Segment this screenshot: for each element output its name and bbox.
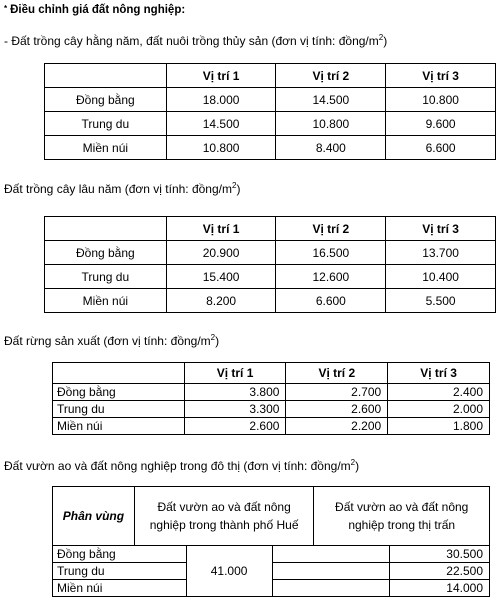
header-town-line2: nghiệp trong thị trấn [348, 518, 456, 532]
heading-marker: * [4, 4, 8, 13]
header-cell [45, 217, 167, 241]
header-zone: Phân vùng [53, 487, 135, 546]
table-row [53, 401, 490, 418]
table-cell: 10.800 [386, 88, 496, 112]
section3-caption-text: Đất rừng sản xuất (đơn vị tính: đồng/m [4, 334, 211, 348]
table-cell: 1.800 [388, 418, 490, 435]
table-cell: 2.600 [286, 401, 388, 418]
table-cell: 2.700 [286, 384, 388, 401]
section1-caption-close: ) [383, 34, 388, 48]
section3-caption-sup: 2 [210, 333, 216, 342]
section4-caption-sup: 2 [350, 458, 356, 467]
table-cell: 3.800 [184, 384, 286, 401]
table-cell: 2.200 [286, 418, 388, 435]
table-cell: 14.500 [166, 112, 276, 136]
section4-caption [4, 458, 359, 473]
table-cell: 16.500 [276, 241, 386, 265]
table-row [53, 384, 490, 401]
header-cell: Vị trí 3 [388, 363, 490, 384]
town-value-cell: 14.000 [390, 580, 490, 597]
table-header-row [53, 363, 490, 384]
table-cell: 10.800 [166, 136, 276, 160]
row-label: Đồng bằng [53, 384, 185, 401]
header-cell: Vị trí 1 [166, 217, 276, 241]
header-town [314, 487, 490, 546]
header-cell [45, 64, 167, 88]
table-row [53, 546, 490, 563]
header-cell: Vị trí 3 [386, 217, 496, 241]
section2-caption-close: ) [236, 182, 241, 196]
section3-caption-close: ) [215, 334, 220, 348]
table-cell: 20.900 [166, 241, 276, 265]
table-cell: 18.000 [166, 88, 276, 112]
section4-caption-text: Đất vườn ao và đất nông nghiệp trong đô thị (đơn vị tính: đồng/m [4, 459, 351, 473]
header-cell: Vị trí 2 [276, 64, 386, 88]
section3-caption [4, 333, 219, 348]
hue-value-cell: 41.000 [186, 546, 272, 597]
header-cell [53, 363, 185, 384]
section1-caption-sup: 2 [378, 33, 384, 42]
row-label: Trung du [53, 563, 187, 580]
row-label: Miền núi [45, 136, 167, 160]
table-perennial-crops [44, 216, 496, 313]
table-urban-garden [52, 486, 490, 597]
section4-caption-close: ) [355, 459, 360, 473]
section2-caption-sup: 2 [231, 181, 237, 190]
row-label: Trung du [45, 265, 167, 289]
row-label: Miền núi [45, 289, 167, 313]
section2-caption [4, 181, 240, 196]
table-header-row [45, 64, 496, 88]
header-hue-line2: nghiệp trong thành phố Huế [149, 518, 299, 532]
table-production-forest [52, 362, 490, 435]
table-row [45, 289, 496, 313]
table-row [45, 88, 496, 112]
table-header-row [45, 217, 496, 241]
table-cell: 13.700 [386, 241, 496, 265]
table-row [45, 136, 496, 160]
header-hue-city [134, 487, 314, 546]
header-town-line1: Đất vườn ao và đất nông [335, 500, 469, 514]
empty-cell [272, 546, 390, 563]
table-row [45, 265, 496, 289]
table-cell: 14.500 [276, 88, 386, 112]
header-cell: Vị trí 1 [166, 64, 276, 88]
table-row [45, 241, 496, 265]
table-cell: 2.000 [388, 401, 490, 418]
header-cell: Vị trí 2 [276, 217, 386, 241]
table-cell: 9.600 [386, 112, 496, 136]
town-value-cell: 30.500 [390, 546, 490, 563]
table-cell: 3.300 [184, 401, 286, 418]
header-cell: Vị trí 3 [386, 64, 496, 88]
table-cell: 5.500 [386, 289, 496, 313]
row-label: Miền núi [53, 418, 185, 435]
table-cell: 8.200 [166, 289, 276, 313]
row-label: Đồng bằng [53, 546, 187, 563]
header-hue-line1: Đất vườn ao và đất nông [157, 500, 291, 514]
table-cell: 2.400 [388, 384, 490, 401]
table-cell: 2.600 [184, 418, 286, 435]
empty-cell [272, 563, 390, 580]
row-label: Trung du [53, 401, 185, 418]
section1-caption-text: - Đất trồng cây hằng năm, đất nuôi trồng thủy sản (đơn vị tính: đồng/m [4, 34, 379, 48]
row-label: Miền núi [53, 580, 187, 597]
table-cell: 15.400 [166, 265, 276, 289]
table-annual-crops [44, 63, 496, 160]
table-row [45, 112, 496, 136]
table-cell: 12.600 [276, 265, 386, 289]
empty-cell [272, 580, 390, 597]
table-header-row [53, 487, 490, 546]
table-cell: 6.600 [386, 136, 496, 160]
table-cell: 8.400 [276, 136, 386, 160]
section1-caption [4, 33, 387, 48]
row-label: Đồng bằng [45, 88, 167, 112]
header-cell: Vị trí 1 [184, 363, 286, 384]
row-label: Trung du [45, 112, 167, 136]
table-cell: 10.400 [386, 265, 496, 289]
table-row [53, 418, 490, 435]
table-cell: 6.600 [276, 289, 386, 313]
town-value-cell: 22.500 [390, 563, 490, 580]
page-heading [4, 4, 185, 16]
heading-text: Điều chỉnh giá đất nông nghiệp: [10, 4, 186, 16]
table-cell: 10.800 [276, 112, 386, 136]
header-cell: Vị trí 2 [286, 363, 388, 384]
row-label: Đồng bằng [45, 241, 167, 265]
section2-caption-text: Đất trồng cây lâu năm (đơn vị tính: đồng/m [4, 182, 232, 196]
